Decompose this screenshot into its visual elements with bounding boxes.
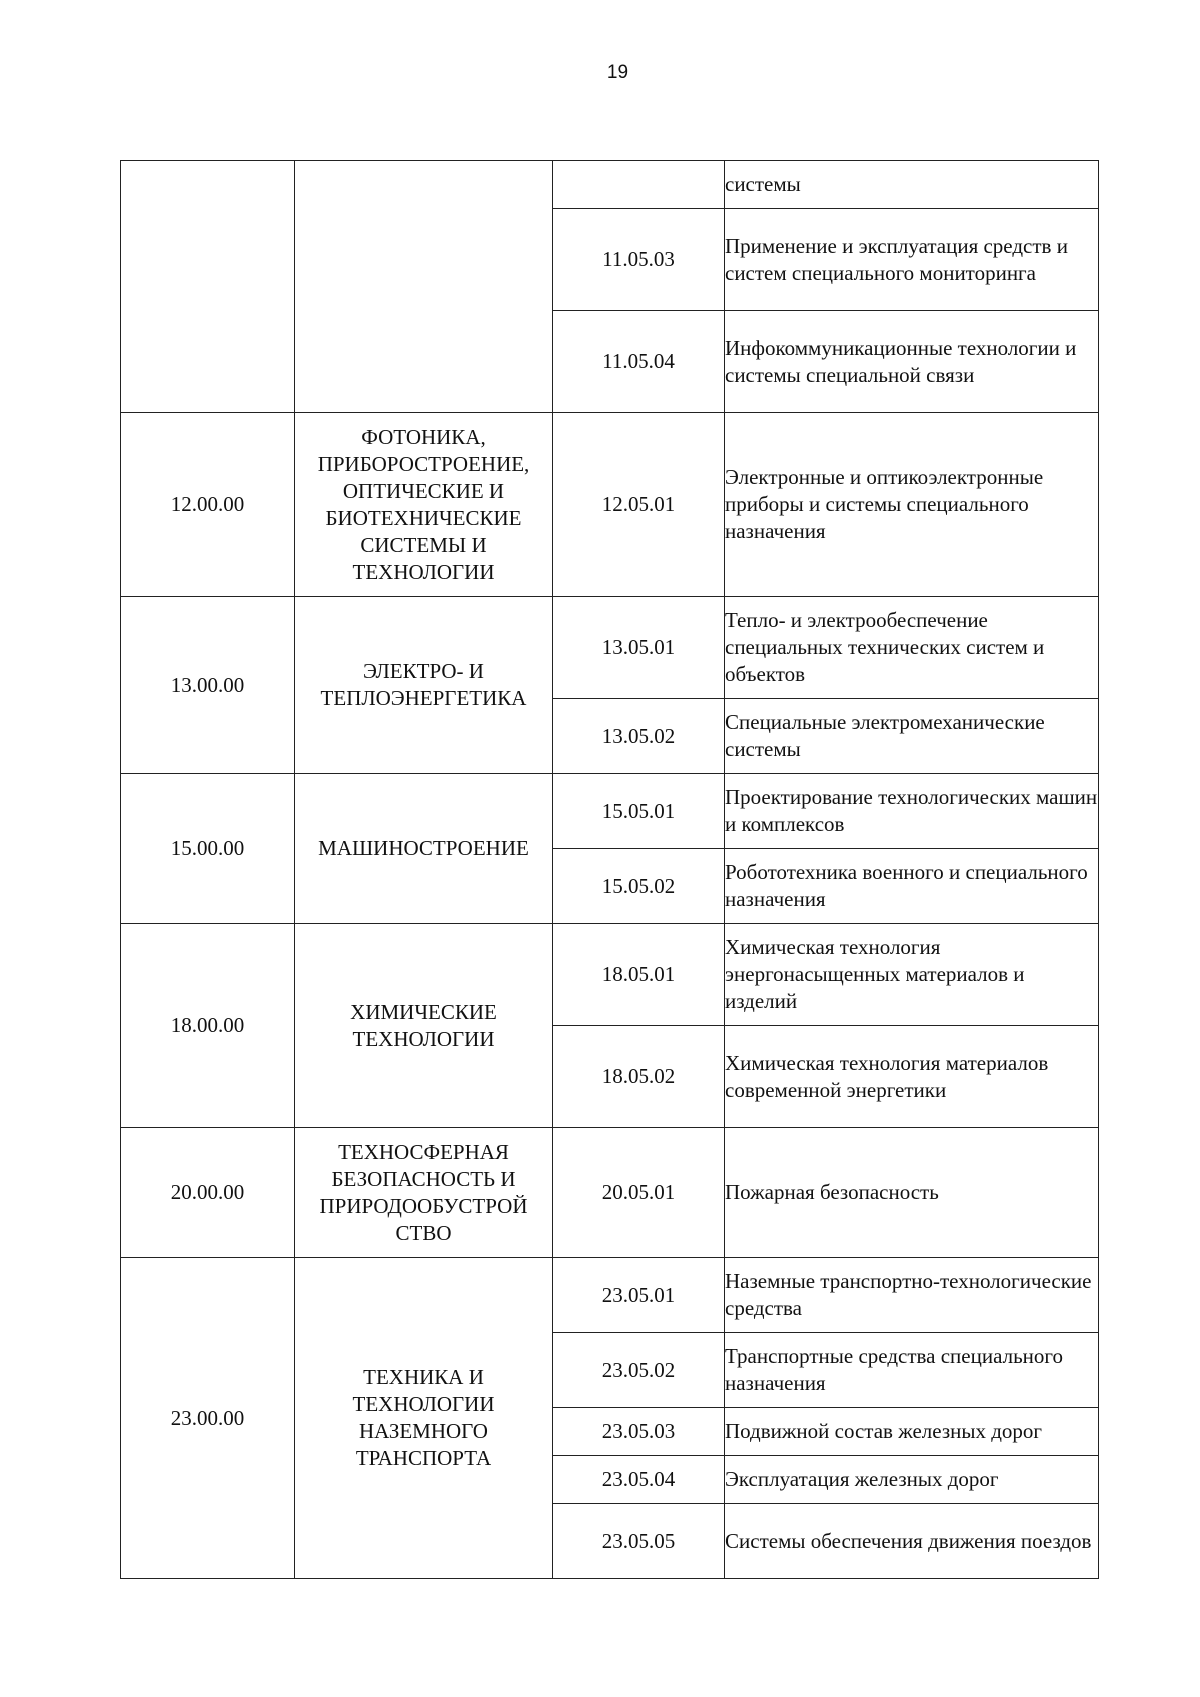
specialty-name-cell: Электронные и оптикоэлектронные приборы и системы специального назначения (725, 413, 1099, 597)
specialties-table (120, 160, 1099, 1579)
table-row (121, 774, 1099, 849)
specialty-name-cell: системы (725, 161, 1099, 209)
table-row (121, 597, 1099, 699)
group-name-cell (295, 161, 553, 413)
specialty-name-cell: Инфокоммуникационные технологии и системы специальной связи (725, 311, 1099, 413)
page-number: 19 (606, 62, 629, 83)
group-name-cell: ТЕХНИКА И ТЕХНОЛОГИИ НАЗЕМНОГО ТРАНСПОРТА (295, 1258, 553, 1579)
specialty-name-cell: Наземные транспортно-технологические средства (725, 1258, 1099, 1333)
specialty-name-cell: Химическая технология энергонасыщенных материалов и изделий (725, 924, 1099, 1026)
group-name-cell: ТЕХНОСФЕРНАЯ БЕЗОПАСНОСТЬ И ПРИРОДООБУСТРОЙ СТВО (295, 1128, 553, 1258)
specialty-code-cell: 12.05.01 (553, 413, 725, 597)
group-code-cell: 18.00.00 (121, 924, 295, 1128)
group-name-cell: ФОТОНИКА, ПРИБОРОСТРОЕНИЕ, ОПТИЧЕСКИЕ И БИОТЕХНИЧЕСКИЕ СИСТЕМЫ И ТЕХНОЛОГИИ (295, 413, 553, 597)
specialty-code-cell: 11.05.04 (553, 311, 725, 413)
group-code-cell: 12.00.00 (121, 413, 295, 597)
specialty-code-cell: 23.05.02 (553, 1333, 725, 1408)
table-row (121, 1258, 1099, 1333)
group-code-cell (121, 161, 295, 413)
specialty-name-cell: Химическая технология материалов современной энергетики (725, 1026, 1099, 1128)
group-name-cell: ЭЛЕКТРО- И ТЕПЛОЭНЕРГЕТИКА (295, 597, 553, 774)
specialty-name-cell: Системы обеспечения движения поездов (725, 1504, 1099, 1579)
table-row (121, 413, 1099, 597)
group-name-cell: ХИМИЧЕСКИЕ ТЕХНОЛОГИИ (295, 924, 553, 1128)
specialty-name-cell: Транспортные средства специального назначения (725, 1333, 1099, 1408)
table-body (121, 161, 1099, 1579)
specialty-name-cell: Робототехника военного и специального назначения (725, 849, 1099, 924)
specialty-code-cell: 13.05.02 (553, 699, 725, 774)
specialty-name-cell: Специальные электромеханические системы (725, 699, 1099, 774)
specialty-name-cell: Пожарная безопасность (725, 1128, 1099, 1258)
specialty-code-cell: 11.05.03 (553, 209, 725, 311)
specialty-code-cell: 20.05.01 (553, 1128, 725, 1258)
group-code-cell: 23.00.00 (121, 1258, 295, 1579)
specialty-code-cell: 23.05.05 (553, 1504, 725, 1579)
specialty-name-cell: Эксплуатация железных дорог (725, 1456, 1099, 1504)
specialty-code-cell: 18.05.01 (553, 924, 725, 1026)
specialty-code-cell: 23.05.03 (553, 1408, 725, 1456)
specialty-code-cell (553, 161, 725, 209)
table-row (121, 161, 1099, 209)
group-name-cell: МАШИНОСТРОЕНИЕ (295, 774, 553, 924)
specialty-code-cell: 23.05.01 (553, 1258, 725, 1333)
group-code-cell: 13.00.00 (121, 597, 295, 774)
table-row (121, 1128, 1099, 1258)
specialty-code-cell: 13.05.01 (553, 597, 725, 699)
specialty-code-cell: 15.05.01 (553, 774, 725, 849)
group-code-cell: 20.00.00 (121, 1128, 295, 1258)
specialty-code-cell: 23.05.04 (553, 1456, 725, 1504)
specialty-code-cell: 18.05.02 (553, 1026, 725, 1128)
table-row (121, 924, 1099, 1026)
specialty-name-cell: Применение и эксплуатация средств и систем специального мониторинга (725, 209, 1099, 311)
specialty-name-cell: Тепло- и электрообеспечение специальных технических систем и объектов (725, 597, 1099, 699)
specialty-name-cell: Подвижной состав железных дорог (725, 1408, 1099, 1456)
specialty-name-cell: Проектирование технологических машин и комплексов (725, 774, 1099, 849)
group-code-cell: 15.00.00 (121, 774, 295, 924)
specialty-code-cell: 15.05.02 (553, 849, 725, 924)
